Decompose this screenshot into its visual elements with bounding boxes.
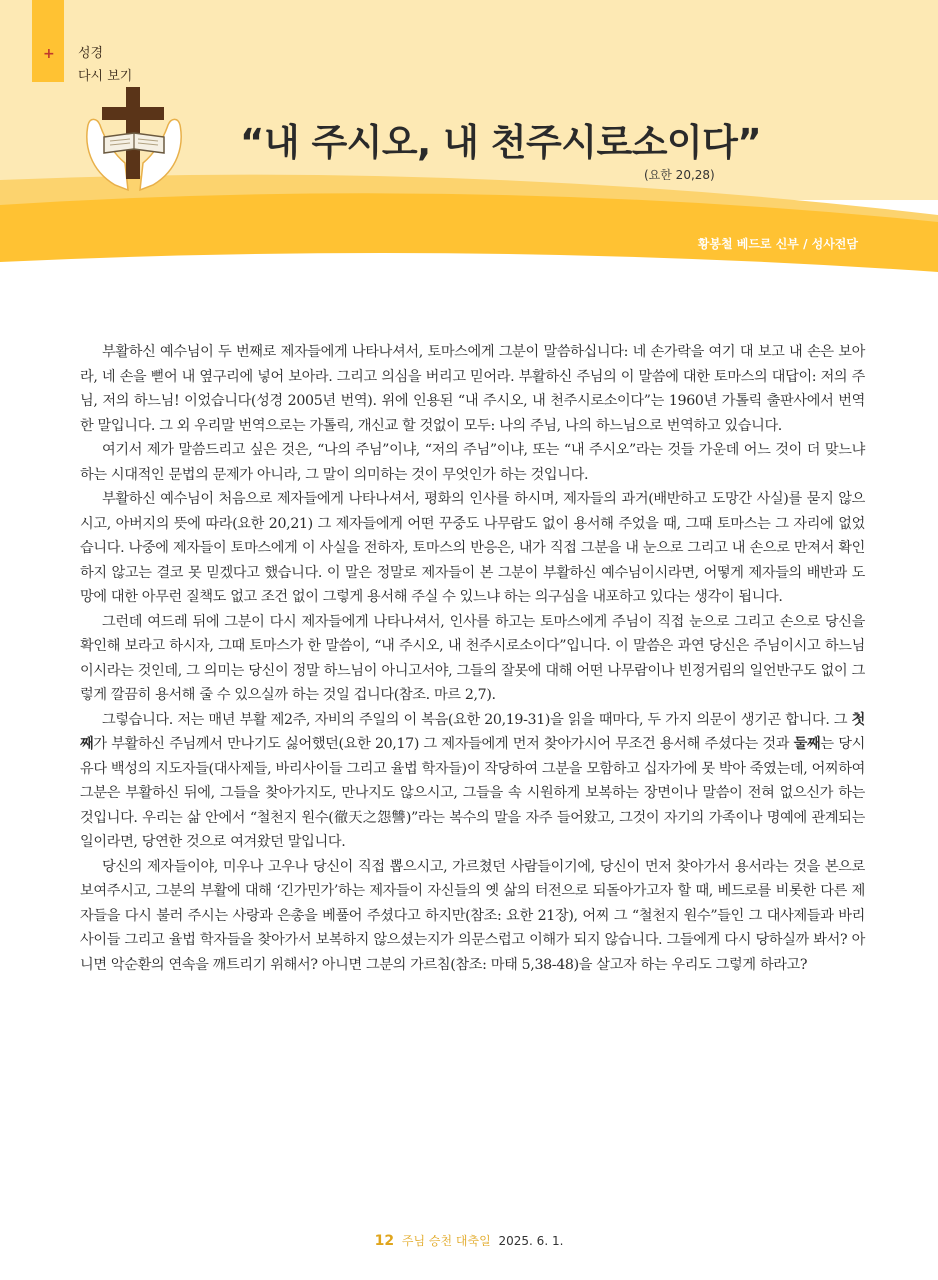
emphasis-second: 둘째 [793,736,821,752]
paragraph: 부활하신 예수님이 처음으로 제자들에게 나타나셔서, 평화의 인사를 하시며, 제자들의 과거(배반하고 도망간 사실)를 묻지 않으시고, 아버지의 뜻에 따라(요한 20,21) 그 제자들에게 어떤 꾸중도 나무람도 없이 용서해 주었을 때, 그때 토마스는 그 자리에 없었습니다. 나중에 제자들이 토마스에게 이 사실을 전하자, 토마스의 반응은, 내가 직접 그분을 내 눈으로 그리고 내 손으로 만져서 확인하지 않고는 결코 못 믿겠다고 했습니다. 이 말은 정말로 제자들이 본 그분이 부활하신 예수님이시라면, 어떻게 제자들의 배반과 도망에 대한 아무런 질책도 없고 조건 없이 그렇게 용서해 주실 수 있느냐 하는 의구심을 내포하고 있다는 생각이 됩니다. [80,491,865,605]
paragraph [80,708,865,855]
emphasis-first: 첫째 [80,711,865,752]
feast-name: 주님 승천 대축일 [401,1234,491,1248]
paragraph: 여기서 제가 말씀드리고 싶은 것은, “나의 주님”이냐, “저의 주님”이냐, 또는 “내 주시오”라는 것들 가운데 어느 것이 더 맞느냐 하는 시대적인 문법의 문제가 아니라, 그 말이 의미하는 것이 무엇인가 하는 것입니다. [80,442,865,483]
page-title: “내 주시오, 내 천주시로소이다” [240,121,762,164]
article-body [80,340,865,977]
page-number: 12 [374,1233,395,1249]
text-run: 그렇습니다. 저는 매년 부활 제2주, 자비의 주일의 이 복음(요한 20,19-31)을 읽을 때마다, 두 가지 의문이 생기곤 합니다. 그 [102,711,852,728]
paragraph: 그런데 여드레 뒤에 그분이 다시 제자들에게 나타나셔서, 인사를 하고는 토마스에게 주님이 직접 눈으로 그리고 손으로 당신을 확인해 보라고 하시자, 그때 토마스가 한 말씀이, “내 주시오, 내 천주시로소이다”입니다. 이 말씀은 과연 당신은 주님이시고 하느님이시라는 것인데, 그 의미는 당신이 정말 하느님이 아니고서야, 그들의 잘못에 대해 어떤 나무람이나 빈정거림의 일언반구도 없이 그렇게 깔끔히 용서해 줄 수 있으실까 하는 것일 겁니다(참조. 마르 2,7). [80,613,865,703]
section-tab [32,0,64,82]
author-line: 황봉철 베드로 신부 / 성사전담 [697,237,858,251]
page-footer [0,1232,938,1249]
section-label-line2: 다시 보기 [78,69,133,84]
paragraph: 당신의 제자들이야, 미우나 고우나 당신이 직접 뽑으시고, 가르쳤던 사람들이기에, 당신이 먼저 찾아가서 용서라는 것을 본으로 보여주시고, 그분의 부활에 대해 ‘긴가민가’하는 제자들이 자신들의 옛 삶의 터전으로 되돌아가고자 할 때, 베드로를 비롯한 다른 제자들을 다시 불러 주시는 사랑과 은총을 베풀어 주셨다고 하지만(참조: 요한 21장), 어찌 그 “철천지 원수”들인 그 대사제들과 바리사이들 그리고 율법 학자들을 찾아가서 보복하지 않으셨는지가 의문스럽고 이해가 되지 않습니다. 그들에게 다시 당하실까 봐서? 아니면 악순환의 연속을 깨트리기 위해서? 아니면 그분의 가르침(참조: 마태 5,38-48)을 살고자 하는 우리도 그렇게 하라고? [80,858,865,973]
text-run: 가 부활하신 주님께서 만나기도 싫어했던(요한 20,17) 그 제자들에게 먼저 찾아가시어 무조건 용서해 주셨다는 것과 [93,736,794,752]
hands-cross-bible-icon [80,85,190,195]
bible-citation: (요한 20,28) [644,168,715,182]
section-label-line1: 성경 [78,46,104,61]
text-run: 는 당시 유다 백성의 지도자들(대사제들, 바리사이들 그리고 율법 학자들)이 작당하여 그분을 모함하고 십자가에 못 박아 죽였는데, 어찌하여 그분은 부활하신 뒤에, 그들을 찾아가지도, 만나지도 않으시고, 그들을 속 시원하게 보복하는 장면이나 말씀이 전혀 없으신가 하는 것입니다. 우리는 삶 안에서 “철천지 원수(徹天之怨讐)”라는 복수의 말을 자주 들어왔고, 그것이 자기의 가족이나 명예에 관계되는 일이라면, 당연한 것으로 여겨왔던 말입니다. [80,736,865,850]
paragraph: 부활하신 예수님이 두 번째로 제자들에게 나타나셔서, 토마스에게 그분이 말씀하십니다: 네 손가락을 여기 대 보고 내 손은 보아라, 네 손을 뻗어 내 옆구리에 넣어 보아라. 그리고 의심을 버리고 믿어라. 부활하신 주님의 이 말씀에 대한 토마스의 대답이: 저의 주님, 저의 하느님! 이었습니다(성경 2005년 번역). 위에 인용된 “내 주시오, 내 천주시로소이다”는 1960년 가톨릭 출판사에서 번역한 말입니다. 그 외 우리말 번역으로는 가톨릭, 개신교 할 것없이 모두: 나의 주님, 나의 하느님으로 번역하고 있습니다. [80,344,865,434]
issue-date: 2025. 6. 1. [498,1234,564,1248]
header-banner [0,0,938,300]
cross-small-icon: + [43,46,55,62]
